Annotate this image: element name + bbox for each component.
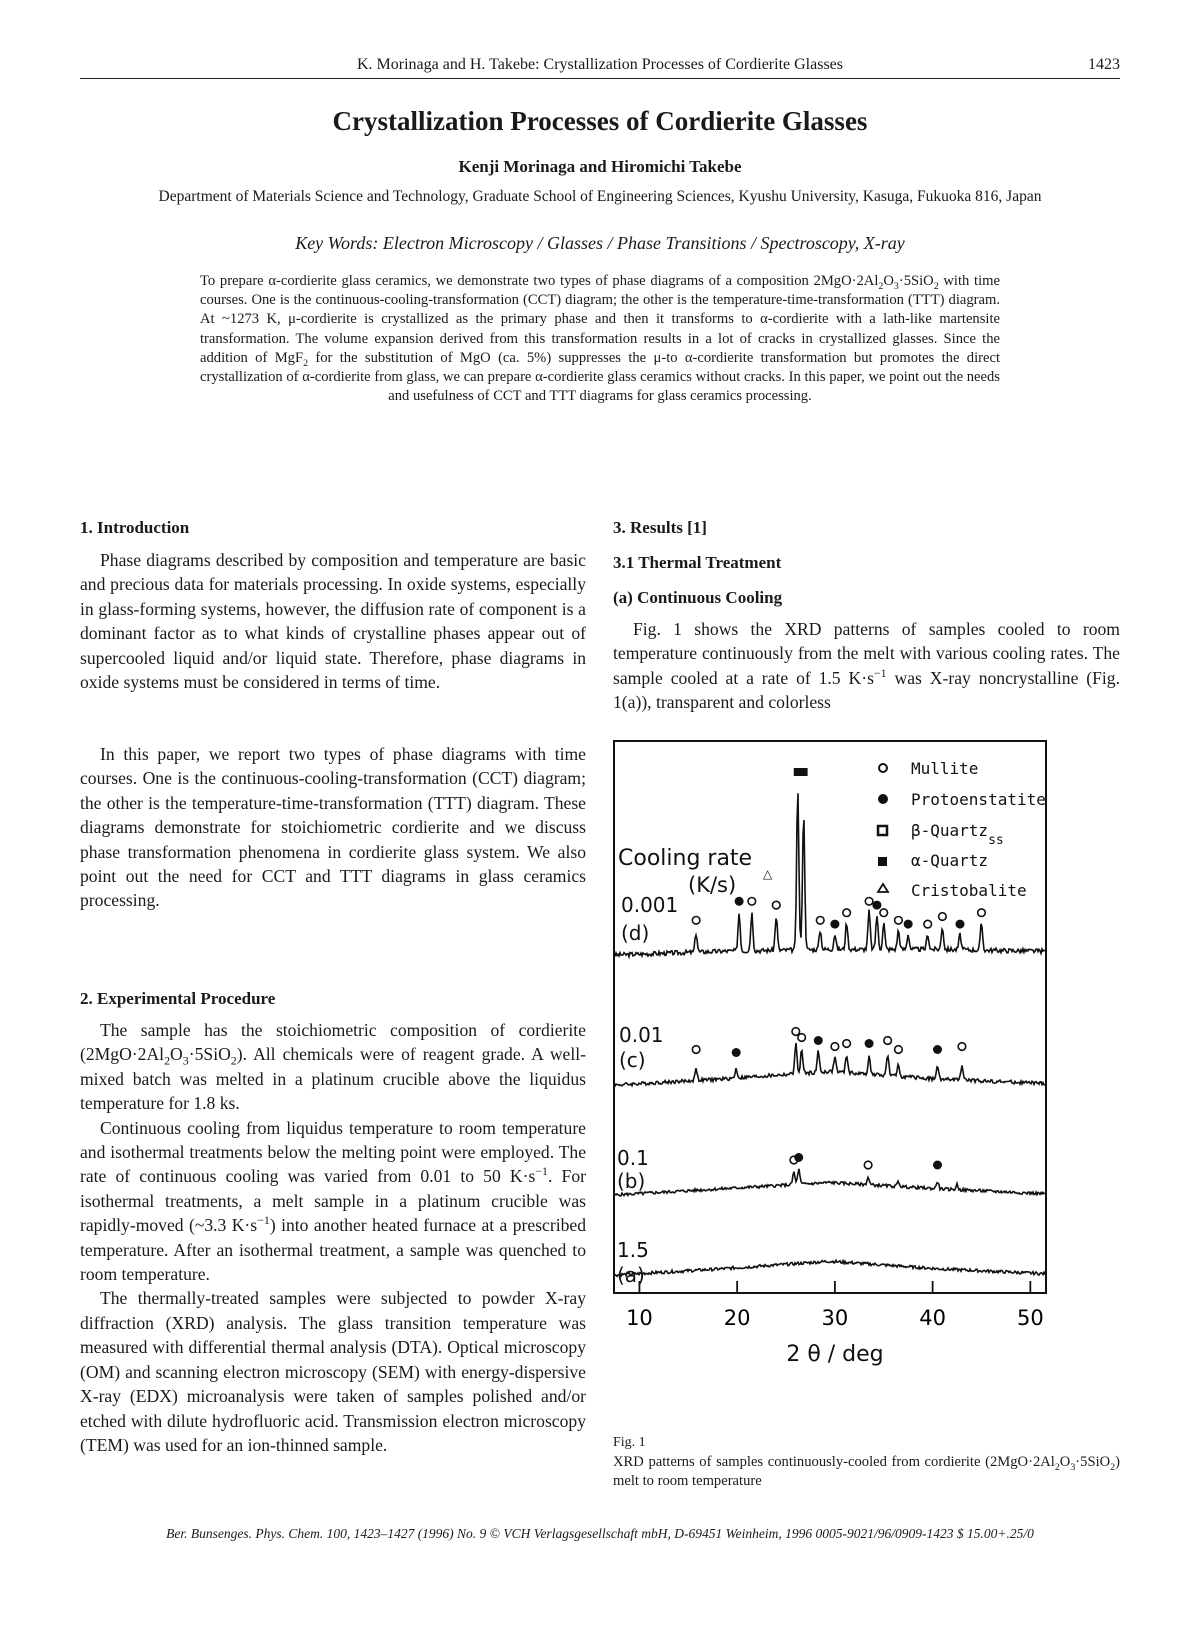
- phase-marker: [798, 1034, 806, 1042]
- phase-marker: [732, 1048, 741, 1057]
- subsubsection-heading-cooling: (a) Continuous Cooling: [613, 588, 783, 607]
- phase-marker: [933, 1045, 942, 1054]
- abstract: To prepare α-cordierite glass ceramics, we demonstrate two types of phase diagrams of a composition $2MgO\cdot 2Al_2O_3\cdot 5SiO_2$ with time courses. One is the continuous-cooling-transformation (CCT) diagram; the other is the temperature-time-transformation (TTT) diagram. At ~1273 K, μ-cordierite is crystallized as the primary phase and then it transforms to α-cordierite with a lath-like martensite transformation. The volume expansion derived from this transformation results in a lot of cracks in crystallized glasses. Since the addition of MgF$_2$ for the substitution of MgO (ca. 5%) suppresses the μ-to α-cordierite transformation but promotes the direct crystallization of α-cordierite from glass, we can prepare α-cordierite glass ceramics without cracks. In this paper, we point out the needs and usefulness of CCT and TTT diagrams for glass ceramics processing.: [200, 273, 1000, 405]
- x-tick-label: 40: [919, 1306, 946, 1330]
- phase-marker: [884, 1037, 892, 1045]
- x-axis-label: 2 θ / deg: [786, 1342, 884, 1367]
- legend-item-alpha-quartz: α-Quartz: [911, 851, 989, 870]
- journal-footer: Ber. Bunsenges. Phys. Chem. 100, 1423–1427 (1996) No. 9 © VCH Verlagsgesellschaft mbH, D-69451 Weinheim, 1996 0005-9021/96/0909-1423 $ 15.00+.25/0: [166, 1526, 1034, 1541]
- phase-marker: [816, 917, 824, 925]
- phase-marker: [958, 1043, 966, 1051]
- mullite-marker-icon: [879, 764, 887, 772]
- legend-item-mullite: Mullite: [911, 759, 979, 778]
- subsection-heading-thermal: 3.1 Thermal Treatment: [613, 553, 782, 572]
- units-label: (K/s): [688, 873, 737, 897]
- experimental-paragraph-2: Continuous cooling from liquidus temperature to room temperature and isothermal treatments below the melting point were employed. The rate of continuous cooling was varied from 0.01 to 50 $K\cdot s^{-1}$. For isothermal treatments, a melt sample in a platinum crucible was rapidly-moved (~3.3 $K\cdot s^{-1}$) into another heated furnace at a prescribed temperature. After an isothermal treatment, a sample was quenched to room temperature.: [80, 1117, 586, 1285]
- phase-marker: [692, 1046, 700, 1054]
- phase-marker: [978, 909, 986, 917]
- results-paragraph-1: Fig. 1 shows the XRD patterns of samples cooled to room temperature continuously from the melt with various cooling rates. The sample cooled at a rate of 1.5 $K\cdot s^{-1}$ was X-ray noncrystalline (Fig. 1(a)), transparent and colorless: [613, 619, 1120, 713]
- rate-label-b: 0.1: [617, 1146, 649, 1170]
- phase-marker: [872, 901, 881, 910]
- phase-marker: [814, 1036, 823, 1045]
- legend: [878, 759, 1046, 900]
- figure-caption: Fig. 1 XRD patterns of samples continuously-cooled from cordierite $(2MgO\cdot 2Al_2O_3\cdot 5SiO_2)$ melt to room temperature: [613, 1435, 1120, 1489]
- x-tick-label: 30: [821, 1306, 849, 1330]
- sample-label-b: (b): [617, 1169, 646, 1193]
- phase-marker: [800, 768, 808, 776]
- running-head: [80, 56, 1120, 79]
- keywords: Key Words: Electron Microscopy / Glasses / Phase Transitions / Spectroscopy, X-ray: [295, 233, 905, 253]
- phase-marker: [865, 898, 873, 906]
- sample-label-a: (a): [617, 1263, 645, 1287]
- intro-paragraph-1: Phase diagrams described by composition and temperature are basic and precious data for materials processing. In oxide systems, especially in glass-forming systems, however, the diffusion rate of component is a dominant factor as to what kinds of crystalline phases appear out of supercooled liquid and/or liquid state. Therefore, phase diagrams in oxide systems must be considered in terms of time.: [80, 550, 586, 693]
- xrd-trace-b: [615, 1169, 1045, 1196]
- phase-marker: [880, 909, 888, 917]
- phase-marker: [904, 920, 913, 929]
- phase-marker: [794, 1153, 803, 1162]
- cristobalite-marker-icon: [878, 884, 888, 892]
- xrd-trace-c: [615, 1043, 1045, 1087]
- rate-label-d: 0.001: [621, 893, 679, 917]
- experimental-paragraph-1: The sample has the stoichiometric composition of cordierite $(2MgO\cdot 2Al_2O_3\cdot 5SiO_2)$. All chemicals were of reagent grade. A well-mixed batch was melted in a platinum crucible above the liquidus temperature for 1.8 ks.: [80, 1020, 586, 1114]
- x-tick-label: 20: [723, 1306, 751, 1330]
- figure-1: [613, 740, 1075, 1390]
- page-number: 1423: [1088, 56, 1120, 73]
- phase-marker: [843, 1040, 851, 1048]
- phase-marker: [924, 920, 932, 928]
- phase-marker: [735, 897, 744, 906]
- phase-marker: [895, 1046, 903, 1054]
- section-heading-results: 3. Results [1]: [613, 518, 707, 537]
- phase-marker: [692, 917, 700, 925]
- legend-item-cristobalite: Cristobalite: [911, 881, 1027, 900]
- experimental-paragraph-3: The thermally-treated samples were subjected to powder X-ray diffraction (XRD) analysis. The glass transition temperature was measured with differential thermal analysis (DTA). Optical microscopy (OM) and scanning electron microscopy (SEM) with energy-dispersive X-ray (EDX) microanalysis were taken of samples polished and/or etched with dilute hydrofluoric acid. Transmission electron microscopy (TEM) was used for an ion-thinned sample.: [80, 1288, 586, 1455]
- phase-marker: [939, 913, 947, 921]
- x-axis-ticks: [626, 1281, 1044, 1330]
- phase-marker: [865, 1039, 874, 1048]
- xrd-chart: [613, 740, 1075, 1390]
- xrd-trace-a: [615, 1260, 1045, 1276]
- section-heading-experimental: 2. Experimental Procedure: [80, 989, 276, 1008]
- phase-marker: [843, 909, 851, 917]
- beta-quartz-marker-icon: [878, 826, 887, 835]
- phase-marker: [831, 1043, 839, 1051]
- phase-marker: [895, 917, 903, 925]
- intro-paragraph-2: In this paper, we report two types of phase diagrams with time courses. One is the continuous-cooling-transformation (CCT) diagram; the other is the temperature-time-transformation (TTT) diagram. These diagrams demonstrate for stoichiometric cordierite and we discuss phase transformation phenomena in cordierite glass system. We also point out the need for CCT and TTT diagrams in glass ceramics processing.: [80, 744, 586, 911]
- running-head-text: K. Morinaga and H. Takebe: Crystallization Processes of Cordierite Glasses: [356, 56, 844, 73]
- experimental-text: [80, 1018, 586, 1457]
- protoenstatite-marker-icon: [878, 794, 888, 804]
- legend-triangle-symbol: △: [763, 867, 773, 881]
- alpha-quartz-marker-icon: [878, 857, 887, 866]
- authors: Kenji Morinaga and Hiromichi Takebe: [458, 157, 742, 176]
- x-tick-label: 10: [626, 1306, 653, 1330]
- affiliation: Department of Materials Science and Technology, Graduate School of Engineering Sciences, Kyushu University, Kasuga, Fukuoka 816, Japan: [158, 188, 1042, 205]
- paper-title: Crystallization Processes of Cordierite Glasses: [332, 106, 868, 136]
- section-heading-introduction: 1. Introduction: [80, 518, 190, 537]
- phase-marker: [748, 898, 756, 906]
- sample-label-d: (d): [621, 921, 650, 945]
- phase-marker: [864, 1161, 872, 1169]
- rate-label-a: 1.5: [617, 1238, 649, 1262]
- legend-item-beta-quartz: β-Quartz$_{ss}$: [911, 821, 1004, 848]
- phase-marker: [792, 1028, 800, 1036]
- phase-marker: [772, 901, 780, 909]
- xrd-trace-d: [615, 793, 1045, 956]
- phase-marker: [933, 1161, 942, 1170]
- sample-label-c: (c): [619, 1048, 646, 1072]
- cooling-rate-label: Cooling rate: [618, 846, 753, 871]
- x-tick-label: 50: [1016, 1306, 1044, 1330]
- figure-label: Fig. 1: [613, 1435, 646, 1450]
- phase-marker: [955, 920, 964, 929]
- rate-label-c: 0.01: [619, 1023, 664, 1047]
- legend-item-protoenstatite: Protoenstatite: [911, 790, 1046, 809]
- phase-marker: [830, 920, 839, 929]
